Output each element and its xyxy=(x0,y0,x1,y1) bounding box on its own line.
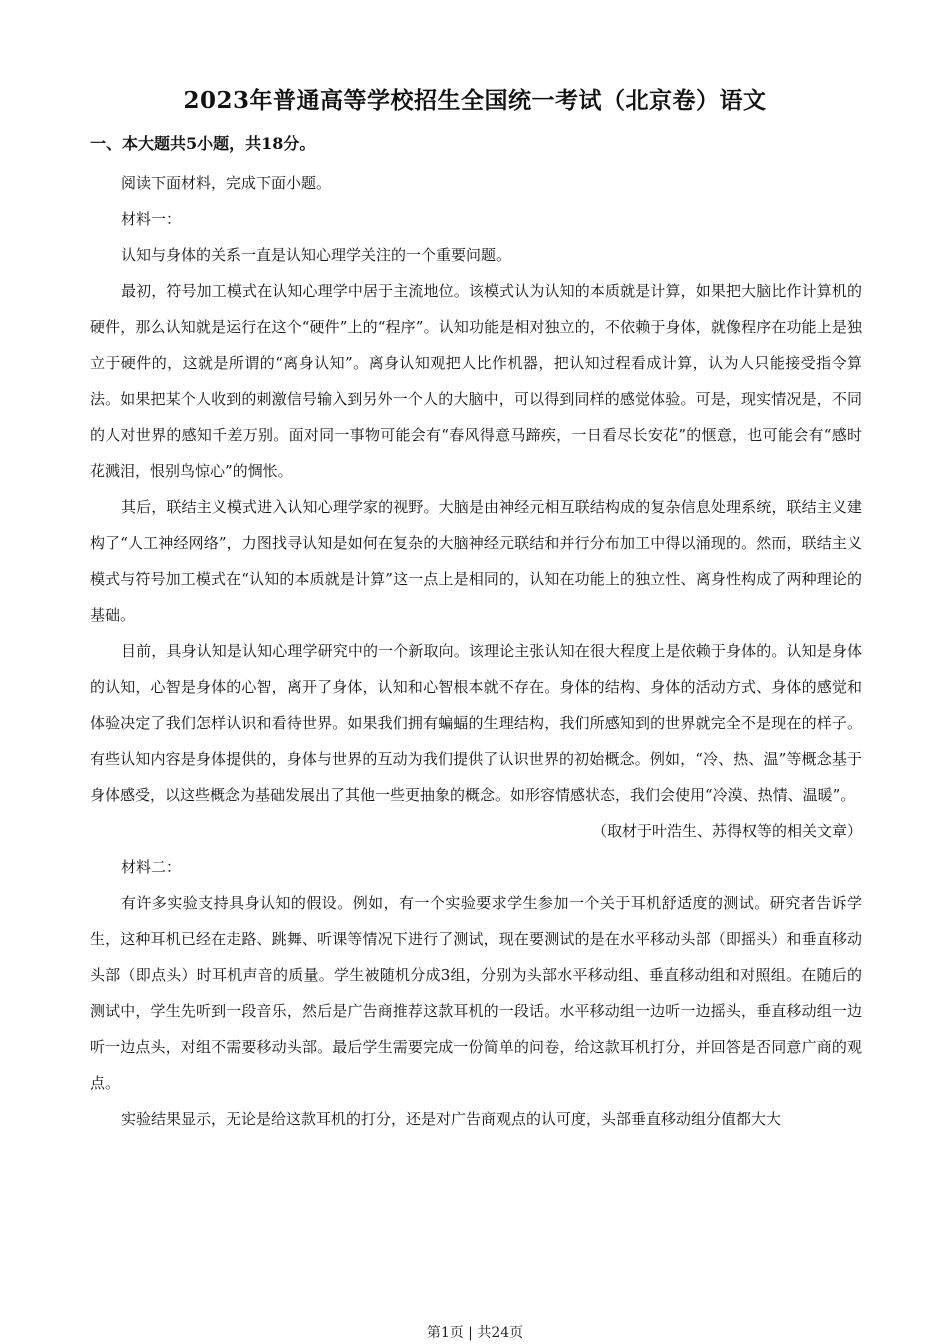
paragraph: 实验结果显示，无论是给这款耳机的打分，还是对广告商观点的认可度，头部垂直移动组分值都大大 xyxy=(121,1110,782,1128)
paragraph: 有许多实验支持具身认知的假设。例如，有一个实验要求学生参加一个关于耳机舒适度的测试。研究者告诉学生，这种耳机已经在走路、跳舞、听课等情况下进行了测试，现在要测试的是在水平移动头部（即摇头）和垂直移动头部（即点头）时耳机声音的质量。学生被随机分成3组，分别为头部水平移动组、垂直移动组和对照组。在随后的测试中，学生先听到一段音乐，然后是广告商推荐这款耳机的一段话。水平移动组一边听一边摇头，垂直移动组一边听一边点头，对组不需要移动头部。最后学生需要完成一份简单的问卷，给这款耳机打分，并回答是否同意广商的观点。 xyxy=(90,894,862,1092)
material-one-label: 材料一： xyxy=(121,210,182,228)
document-title: 2023年普通高等学校招生全国统一考试（北京卷）语文 xyxy=(183,87,767,114)
page-footer: 第1页 | 共24页 xyxy=(426,1325,524,1341)
paragraph: 最初，符号加工模式在认知心理学中居于主流地位。该模式认为认知的本质就是计算，如果把大脑比作计算机的硬件，那么认知就是运行在这个“硬件”上的“程序”。认知功能是相对独立的，不依赖于身体，就像程序在功能上是独立于硬件的，这就是所谓的“离身认知”。离身认知观把人比作机器，把认知过程看成计算，认为人只能接受指令算法。如果把某个人收到的刺激信号输入到另外一个人的大脑中，可以得到同样的感觉体验。可是，现实情况是，不同的人对世界的感知千差万别。面对同一事物可能会有“春风得意马蹄疾，一日看尽长安花”的惬意，也可能会有“感时花溅泪，恨别鸟惊心”的惆怅。 xyxy=(90,282,862,480)
reading-passage xyxy=(90,165,862,1137)
paragraph: 认知与身体的关系一直是认知心理学关注的一个重要问题。 xyxy=(121,246,512,264)
section-heading: 一、本大题共5小题，共18分。 xyxy=(90,134,316,153)
source-citation: （取材于叶浩生、苏得权等的相关文章） xyxy=(591,822,862,840)
material-two-label: 材料二： xyxy=(121,858,182,876)
paragraph: 其后，联结主义模式进入认知心理学家的视野。大脑是由神经元相互联结构成的复杂信息处理系统，联结主义建构了“人工神经网络”，力图找寻认知是如何在复杂的大脑神经元联结和并行分布加工中得以涌现的。然而，联结主义模式与符号加工模式在“认知的本质就是计算”这一点上是相同的，认知在功能上的独立性、离身性构成了两种理论的基础。 xyxy=(90,498,862,624)
instruction-text: 阅读下面材料，完成下面小题。 xyxy=(121,174,332,192)
paragraph: 目前，具身认知是认知心理学研究中的一个新取向。该理论主张认知在很大程度上是依赖于身体的。认知是身体的认知，心智是身体的心智，离开了身体，认知和心智根本就不存在。身体的结构、身体的活动方式、身体的感觉和体验决定了我们怎样认识和看待世界。如果我们拥有蝙蝠的生理结构，我们所感知到的世界就完全不是现在的样子。有些认知内容是身体提供的，身体与世界的互动为我们提供了认识世界的初始概念。例如，“冷、热、温”等概念基于身体感受，以这些概念为基础发展出了其他一些更抽象的概念。如形容情感状态，我们会使用“冷漠、热情、温暖”。 xyxy=(90,642,862,804)
